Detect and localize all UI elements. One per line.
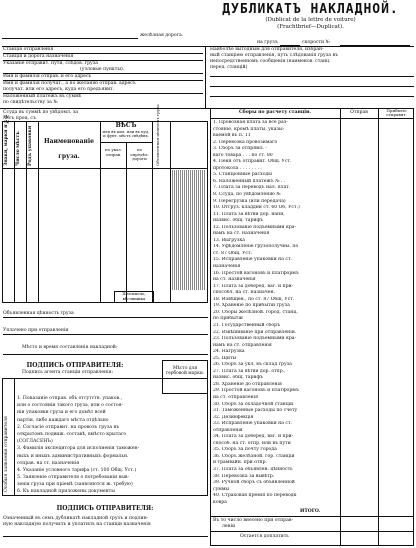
declared-value-label: Объявленная цѣнность груза [3,311,74,316]
fee-item: 21. Государственный сборъ [213,322,281,328]
stamp-mark-label: Мѣсто для гербовой марки. [165,366,205,377]
railway-label: желѣзная дорога. [140,33,184,38]
special-statement-item: 3. Фамилія экспедитора для исполненія таможен- [17,446,140,452]
fee-item: 34. Плата за доберед. ваг. и при- [213,434,294,440]
fee-item: назвис. общ. тарифъ [213,218,263,224]
special-statement-item: 4. Указаніе условного тарифа (ст. 100 Общ. Уст.) [17,467,137,473]
fee-item: 28. Храненіе до отправленія [213,381,282,387]
weight-sub-header: или въ кил. или въ пуд. и фунт. мѣсть свѣдѣнь. [102,129,150,139]
fee-item: назначенія [213,264,241,270]
sender-bottom-title: ПОДПИСЬ ОТПРАВИТЕЛЯ: [56,505,154,512]
fee-item: 35. Сборъ за почту города [213,447,277,453]
fee-item: 37. Плата за объявлен. цѣнность [213,466,293,472]
fee-item: намъ на ст. назначенія [213,231,270,237]
fee-item: 36. Сборъ желѣзной. гор. станціи [213,453,295,459]
fee-item: на ст. назначенія [213,277,256,283]
sender-signature-title: ПОДПИСЬ ОТПРАВИТЕЛЯ: [26,362,124,369]
count-header: Число мѣстъ [16,131,21,166]
fee-item: на ст. отправленія [213,394,258,400]
special-statement-item: 6. Къ накладной приложены документы [17,489,115,495]
weight-by-sender: по указ. отправ. [104,147,123,157]
cargo-label: на грузъ [257,40,278,45]
fee-item: 12. Пользованіе подъемными кра- [213,224,297,230]
fee-item: протокола . . . . . . . . [213,165,262,171]
agent-signature-label: Подпись агента станціи отправленія: [22,370,114,375]
receipt-note-2: ную накладную получилъ и уплатилъ на станціи назначенія [3,522,151,527]
remaining-label: Остается доплатить [240,534,289,539]
special-statement-item: партіи, либо каждаго мѣста отдѣльно [17,417,109,423]
route-note-1: Наиболѣе выгодным для отправителя, избран- [210,47,324,52]
fee-item: 2. Перевозка провозимаго [213,139,278,145]
route-note-2: ный станціею отправленія, путь слѣдованія груза въ [210,53,338,58]
fee-item: 26. Сборъ за укл. въ склад груза [213,362,292,368]
fee-item: ваемой въ п. 11 [213,133,251,139]
route-sub-label: (узловые пункты). [80,67,125,72]
fee-item: 3. Сборъ за отпрямл. - [213,146,268,152]
marks-header: Знаки, марки и №№ [4,112,9,166]
certificate-label: по свидѣтельству за № [3,100,58,105]
fee-item: 5. Станціонные расходы [213,172,272,178]
fee-item: 18. Извѣщен., по ст. 87 Общ. Уст. [213,296,295,302]
fee-item: 40. Страховая премія по переводк [213,493,297,499]
fees-list [213,120,339,506]
special-statement-item: отправ. на ст. назначенія [17,460,80,466]
fee-item: способл. на ст. назначен. [213,290,276,296]
total-label: ИТОГО. [300,509,321,514]
special-statements-list [17,395,207,496]
fee-item: 25. Щиты [213,355,237,361]
fee-item: и трамвайн. при отпр. [213,460,267,466]
fee-item: по прибытіи [213,316,243,322]
packaging-header: Родъ упаковки [28,125,33,166]
weight-by-rail: по опредѣл. дороги [130,147,149,162]
fee-item: 23. Пользованіе подъемными кра- [213,336,297,342]
fee-item: 13. Выгрузка [213,237,245,243]
place-time-label: Мѣсто и время составленія накладной: [22,345,118,350]
fees-col-arrival: Прибытіе отправит. [386,108,407,118]
special-statement-item: ніи упаковки груза и его домѣт всей [17,410,106,416]
fee-item: 16. Простой вагоновъ и платформъ [213,270,299,276]
fee-item: 31. Таможенные расходы по счету [213,408,298,414]
special-statement-item: 2. Согласіе отправит. на провозъ груза въ [17,424,120,430]
sender-name-label: Имя и фамилія отправ. и его адресъ [3,74,92,79]
destination-station-label: Станція и дорога назначенія [3,54,74,59]
special-statement-item: 1. Показаніе отправ. объ отсутств. упаков., [17,396,123,401]
special-statement-item: или о состояніи такого груза, или о состоя- [17,403,124,409]
fee-item: намъ на ст. отправленія [213,342,272,348]
fees-col-sent: Отправ [350,110,368,115]
fee-item: 33. Исправленіе упаковки на ст. [213,421,292,427]
name-header: Наименованіе [44,138,94,145]
fee-item: 29. Простой вагоновъ и платформъ [213,388,299,394]
fee-item: 8. Ссуда, по увѣдомленію № [213,192,281,198]
special-statement-item: зенія груза при пріемѣ (заявляются ж. требую) [17,482,133,488]
fee-item: ковра [213,499,227,505]
fee-item: 24. Нагрузка [213,349,245,355]
weight-header: ВѢСЪ [115,122,137,129]
fee-item: стояніе, кромѣ платы, указы- [213,126,285,132]
fee-item: ст. 87 Общ. Уст. [213,250,252,256]
fee-item: 11. Плата за вѣтви дор. напи, [213,211,285,217]
departure-station-label: Станція отправленія [3,47,54,52]
special-statement-item: 5. Заявленіе отправителя о потребованіи выв- [17,475,130,481]
route-note-4: перед. станцій) [210,65,248,70]
fee-item: 22. Взвѣшиваніе при отправленіи. [213,329,297,335]
receipt-note-1: Означенный въ семъ дубликатѣ накладной грузъ и подлин- [3,516,149,521]
fee-item: 20. Сборы желѣзной. город. станц. [213,309,298,315]
speed-label: скорости № [302,40,330,45]
fee-item: 14. Уфѣдомленіе грузополучны. по [213,244,299,250]
cod-label: Наложенный платежъ въ суммѣ [3,94,82,99]
special-statement-item: (СОГЛАСЕНЪ) [17,439,53,445]
fee-item: ваго товара . . . по ст. 80 [213,152,273,158]
fee-item: 38. Перевозка за вывѣтр. [213,473,275,479]
special-statements-side-label: Особыя заявленія отправителя [4,416,9,492]
fee-item: 32. Дезинфекція [213,414,254,420]
receiver-name-label: Имя и фамилія получат., а по желанію отправ. адресъ [3,81,136,86]
hatched-column [172,170,206,290]
special-statement-item: открытомъ подвиж. составѣ, вмѣсто крытаго [17,431,127,437]
fee-item: 10. Отгруз. кладдни ст. 60 Об. Уст.) [213,205,300,211]
title-french: (Dublicat de la lettre de voiture) [265,17,356,23]
declared-value-header: Объявленная цѣнность груза [155,104,160,166]
fees-header: Сборы по расчету станціи. [238,110,311,115]
paid-at-dispatch-label-2: леніи [222,524,236,529]
fee-item: 9. Перегрузка (или передача) [213,198,286,204]
fee-item: 19. Храненіе по прибытіи груза [213,303,290,309]
receiver-address-label: получат. или его адресъ, куда его предъявит. [3,87,115,92]
weigher-stamp-label: Штемпель, вѣсовщика [122,291,146,301]
fee-item: отправленія [213,427,243,433]
route-note-3: непосредственномъ сообщеніи (наименов. станц. [210,59,331,64]
document-title: ДУБЛИКАТЪ НАКЛАДНОЙ. [222,2,399,17]
title-german: (Frachtbrief—Duplicat). [277,24,344,30]
paid-at-dispatch-label: Въ то число внесено при отправ- [213,518,293,523]
fee-item: 17. Плата за доберед. ваг. и при- [213,283,294,289]
special-statement-item: ныхъ и иныхъ административныхъ формальн. [17,453,129,459]
fee-item: 4. Пеня отъ отправит. Общ. Уст. [213,159,292,165]
paid-at-departure-label: Уплачено при отправленіи [3,328,69,333]
loan-number-label: № съ проц. съ [3,116,36,121]
fee-item: 15. Исправленіе упаковки на ст. [213,257,292,263]
route-label: Указаніе отправит. пути, слѣдов. груза [3,61,98,66]
loan-label: Ссуда въ суммѣ по увѣдомл. за [3,110,79,115]
fee-item: 39. Ручной сборъ съ объявленной [213,480,295,486]
fee-item: 30. Сборъ за охладочной станціи [213,401,294,407]
cargo-header: груза. [58,153,80,160]
fee-item: 6. Наложенный платежъ № . . [213,178,286,184]
fee-item: 7. Плата за переводъ нал. плат. [213,185,291,191]
fee-item: 27. Плата за вѣтви дор. отпр., [213,368,286,374]
fee-item: назвис. общ. тарифъ [213,375,263,381]
fee-item: 1. Провозная плата за все раз- [213,120,288,125]
fee-item: способ. на ст. отпр. или въ пути [213,440,291,446]
fee-item: суммы [213,486,230,492]
